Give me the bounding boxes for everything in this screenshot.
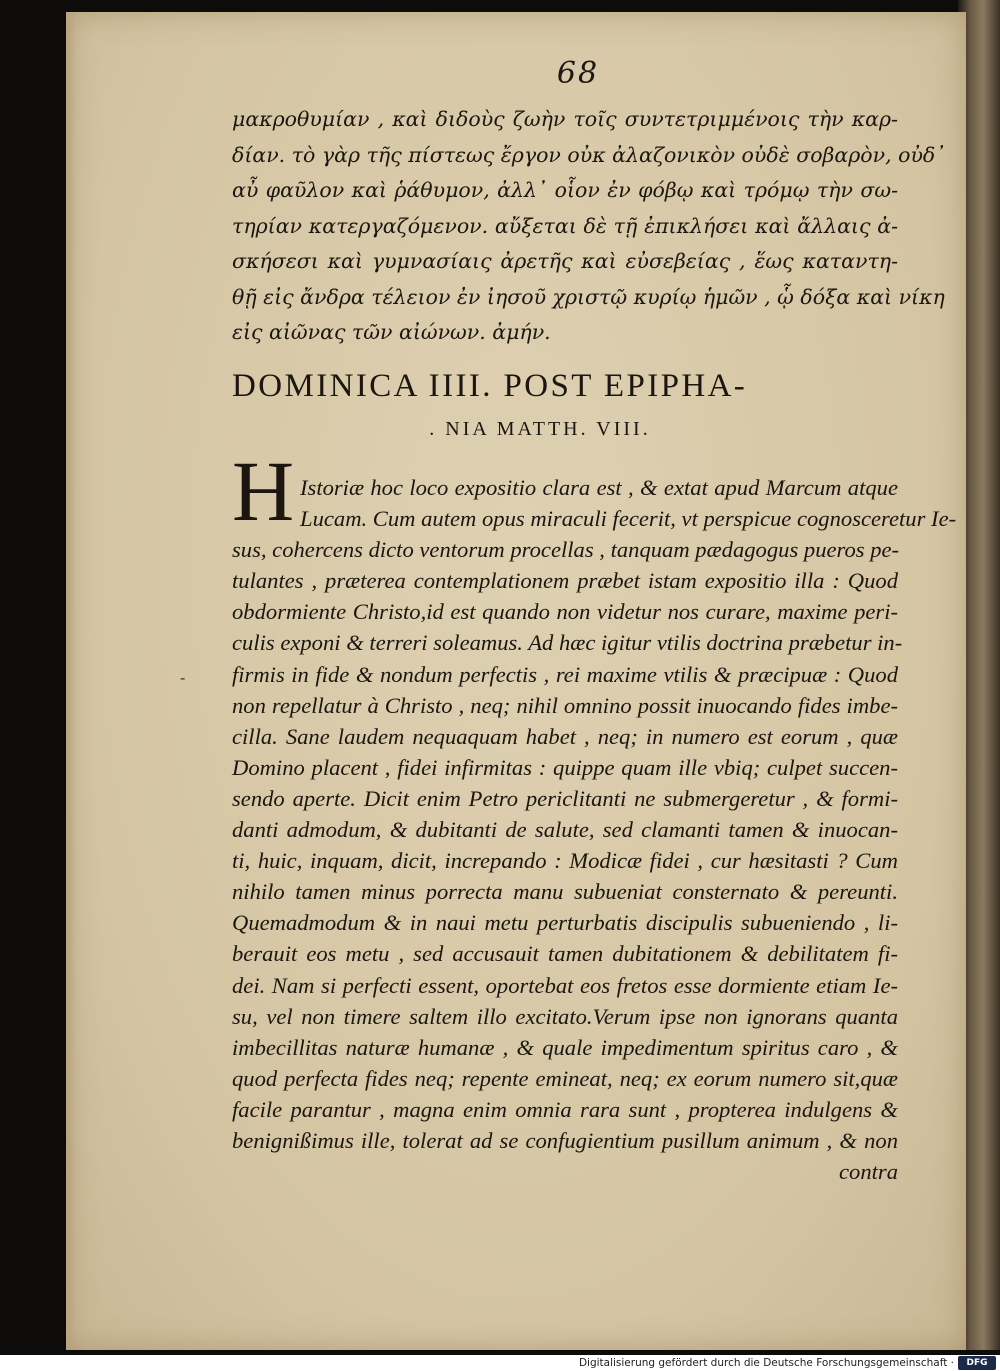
body-line: culis exponi & terreri soleamus. Ad hæc igitur vtilis doctrina præbetur in-: [232, 630, 903, 656]
body-line: berauit eos metu , sed accusauit tamen dubitationem & debilitatem fi-: [232, 941, 898, 967]
body-line: ti, huic, inquam, dicit, increpando : Modicæ fidei , cur hæsitasti ? Cum: [232, 848, 898, 874]
drop-cap-initial: H: [232, 443, 295, 539]
heading-line-1: DOMINICA IIII. POST EPIPHA-: [232, 368, 748, 404]
body-line: firmis in fide & nondum perfectis , rei maxime vtilis & præcipuæ : Quod: [232, 661, 898, 687]
greek-line: τηρίαν κατεργαζόμενον. αὔξεται δὲ τῇ ἐπικλήσει καὶ ἄλλαις ἀ-: [232, 213, 898, 238]
dfg-logo[interactable]: DFG: [958, 1356, 996, 1370]
body-line: su, vel non timere saltem illo excitato.Verum ipse non ignorans quanta: [232, 1003, 898, 1029]
footer-credit-text: Digitalisierung gefördert durch die Deutsche Forschungsgemeinschaft ·: [578, 1357, 954, 1369]
latin-text-block: [232, 472, 957, 1187]
body-line: benignißimus ille, tolerat ad se confugientium pusillum animum , & non: [232, 1127, 898, 1153]
body-line: sendo aperte. Dicit enim Petro periclitanti ne submergeretur , & formi-: [232, 785, 898, 811]
body-line: dei. Nam si perfecti essent, oportebat eos fretos esse dormiente etiam Ie-: [232, 972, 898, 998]
body-line: danti admodum, & dubitanti de salute, sed clamanti tamen & inuocan-: [232, 817, 898, 843]
greek-line: θῇ εἰς ἄνδρα τέλειον ἐν ἰησοῦ χριστῷ κυρίῳ ἡμῶν , ᾧ δόξα καὶ νίκη: [232, 284, 945, 309]
greek-line: σκήσεσι καὶ γυμνασίαις ἀρετῆς καὶ εὐσεβείας , ἕως καταντη-: [232, 249, 898, 273]
body-line: imbecillitas naturæ humanæ , & quale impedimentum spiritus caro , &: [232, 1034, 898, 1060]
greek-line: δίαν. τὸ γὰρ τῆς πίστεως ἔργον οὐκ ἀλαζονικὸν οὐδὲ σοβαρὸν, οὐδ᾽: [232, 142, 946, 167]
body-line: Istoriæ hoc loco expositio clara est , & extat apud Marcum atque: [300, 475, 898, 500]
footer-bar: [0, 1355, 1000, 1371]
body-line: Lucam. Cum autem opus miraculi fecerit, vt perspicue cognosceretur Ie-: [300, 506, 957, 532]
greek-line: αὖ φαῦλον καὶ ῥάθυμον, ἀλλ᾽ οἷον ἐν φόβῳ καὶ τρόμῳ τὴν σω-: [232, 178, 898, 202]
body-line: Domino placent , fidei infirmitas : quippe quam ille vbiq; culpet succen-: [232, 754, 898, 780]
body-line: obdormiente Christo,id est quando non videtur nos curare, maxime peri-: [232, 599, 898, 625]
body-line: sus, cohercens dicto ventorum procellas , tanquam pædagogus pueros pe-: [232, 537, 900, 563]
greek-text-block: [232, 102, 946, 351]
section-heading: [232, 363, 922, 449]
body-line: nihilo tamen minus porrecta manu subueniat consternato & pereunti.: [232, 879, 898, 905]
body-line: cilla. Sane laudem nequaquam habet , neq; in numero est eorum , quæ: [232, 723, 898, 749]
catchword: contra: [839, 1159, 898, 1185]
heading-line-2: . NIA MATTH. VIII.: [429, 418, 651, 440]
body-line: Quemadmodum & in naui metu perturbatis discipulis subueniendo , li-: [232, 910, 898, 936]
body-line: facile parantur , magna enim omnia rara sunt , propterea indulgens &: [232, 1096, 898, 1122]
greek-line: μακροθυμίαν , καὶ διδοὺς ζωὴν τοῖς συντετριμμένοις τὴν καρ-: [232, 107, 898, 131]
greek-line: εἰς αἰῶνας τῶν αἰώνων. ἀμήν.: [232, 320, 551, 344]
body-line: tulantes , præterea contemplationem præbet istam expositio illa : Quod: [232, 568, 898, 594]
margin-mark: -: [180, 668, 186, 687]
page-number: 68: [556, 56, 600, 91]
body-line: quod perfecta fides neq; repente emineat, neq; ex eorum numero sit,quæ: [232, 1065, 898, 1091]
page-edge-shadow: [66, 12, 76, 1350]
body-line: non repellatur à Christo , neq; nihil omnino possit inuocando fides imbe-: [232, 692, 898, 718]
